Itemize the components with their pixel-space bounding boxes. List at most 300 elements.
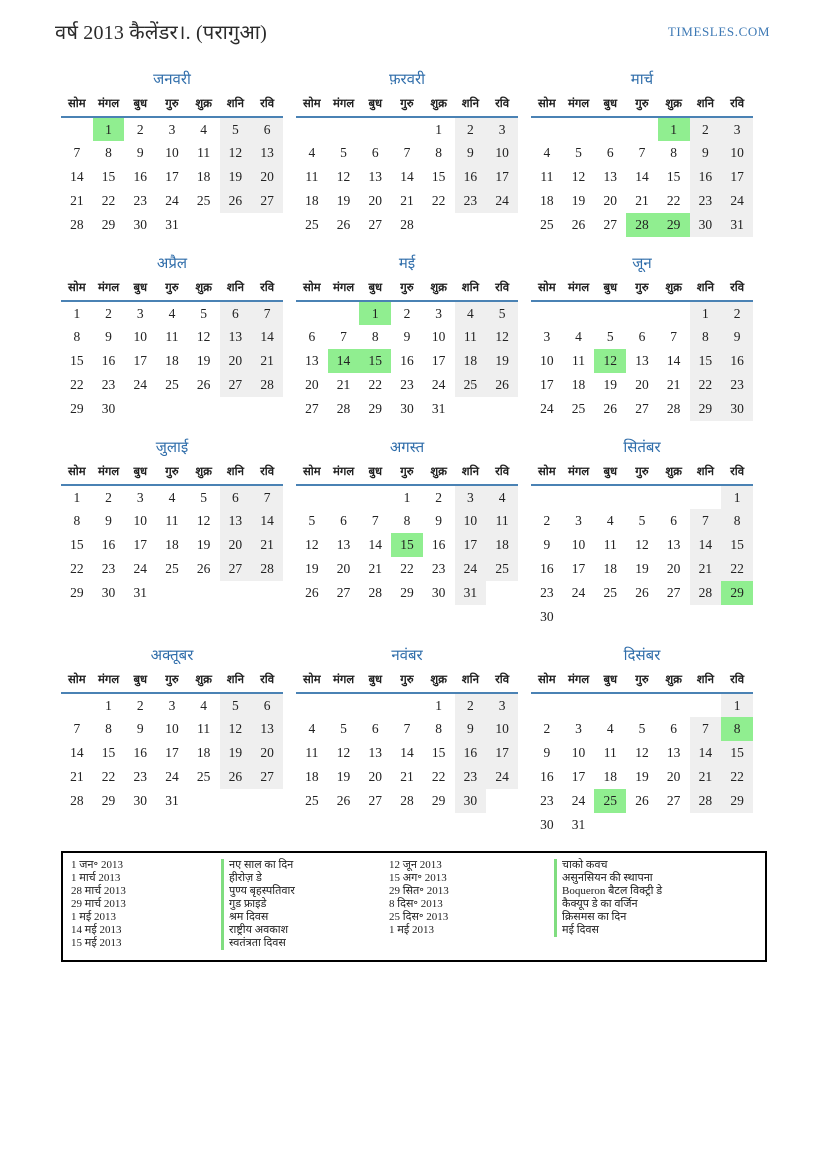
- day-cell: 29: [721, 581, 753, 605]
- day-cell: 16: [133, 745, 147, 760]
- legend-date: 29 सित॰ 2013: [389, 885, 449, 897]
- day-cell: 30: [133, 217, 147, 232]
- day-cell-empty: [721, 813, 753, 837]
- day-cell: 15: [721, 533, 753, 557]
- day-cell: 18: [196, 169, 211, 184]
- day-cell: 6: [371, 721, 379, 736]
- day-cell: 2: [455, 693, 487, 717]
- legend-item: [71, 911, 389, 924]
- weekday-header: मंगल: [328, 280, 360, 301]
- day-cell-empty: [594, 693, 626, 717]
- weekday-header: बुध: [124, 280, 156, 301]
- day-cell: 15: [70, 353, 84, 368]
- day-cell: 31: [455, 581, 487, 605]
- day-cell-empty: [455, 397, 487, 421]
- day-cell: 17: [571, 561, 586, 576]
- day-cell: 9: [721, 325, 753, 349]
- day-cell: 6: [340, 513, 347, 528]
- day-cell-empty: [563, 485, 595, 509]
- day-cell: 26: [635, 585, 649, 600]
- weekday-header: शुक्र: [188, 96, 220, 117]
- weekday-header: सोम: [61, 96, 93, 117]
- day-cell: 10: [133, 513, 147, 528]
- day-cell: 25: [571, 401, 586, 416]
- day-cell: 12: [196, 513, 211, 528]
- day-cell-empty: [188, 397, 220, 421]
- month-table: [296, 672, 518, 813]
- day-cell: 12: [196, 329, 211, 344]
- day-cell: 19: [336, 193, 351, 208]
- day-cell: 19: [220, 165, 252, 189]
- day-cell: 28: [400, 793, 414, 808]
- legend-item: [71, 859, 389, 872]
- day-cell: 14: [690, 741, 722, 765]
- day-cell: 22: [666, 193, 681, 208]
- day-cell: 3: [575, 513, 582, 528]
- day-cell-empty: [61, 117, 93, 141]
- legend-date: 25 दिस॰ 2013: [389, 911, 449, 923]
- day-cell: 23: [133, 193, 147, 208]
- day-cell: 20: [368, 769, 382, 784]
- day-cell: 22: [690, 373, 722, 397]
- weekday-header: गुरु: [626, 96, 658, 117]
- day-cell: 24: [455, 557, 487, 581]
- day-cell: 16: [400, 353, 414, 368]
- day-cell: 5: [308, 513, 316, 528]
- day-cell: 5: [220, 693, 252, 717]
- month-block: [296, 645, 518, 813]
- day-cell: 19: [571, 193, 586, 208]
- day-cell: 29: [690, 397, 722, 421]
- month-block: [531, 645, 753, 837]
- day-cell: 29: [70, 401, 84, 416]
- day-cell: 3: [721, 117, 753, 141]
- day-cell: 4: [200, 697, 208, 713]
- day-cell: 1: [690, 301, 722, 325]
- day-cell: 25: [305, 217, 319, 232]
- day-cell-empty: [626, 117, 658, 141]
- month-table: [531, 96, 753, 237]
- day-cell: 28: [690, 789, 722, 813]
- day-cell: 17: [486, 165, 518, 189]
- day-cell: 12: [220, 141, 252, 165]
- legend-date: 1 मई 2013: [71, 911, 116, 923]
- day-cell-empty: [594, 605, 626, 629]
- day-cell: 18: [305, 193, 319, 208]
- day-cell: 1: [435, 697, 443, 713]
- day-cell: 7: [251, 485, 283, 509]
- day-cell: 29: [431, 793, 446, 808]
- day-cell: 23: [455, 765, 487, 789]
- weekday-header: मंगल: [563, 96, 595, 117]
- weekday-header: सोम: [531, 96, 563, 117]
- day-cell: 15: [101, 745, 116, 760]
- day-cell: 2: [690, 117, 722, 141]
- day-cell: 14: [635, 169, 649, 184]
- weekday-header: सोम: [531, 672, 563, 693]
- month-block: [61, 253, 283, 421]
- day-cell: 1: [403, 489, 411, 505]
- weekday-header: शुक्र: [188, 280, 220, 301]
- day-cell: 5: [340, 145, 347, 160]
- day-cell: 7: [670, 329, 678, 344]
- day-cell: 16: [101, 537, 116, 552]
- day-cell: 10: [133, 329, 147, 344]
- weekday-header: शनि: [455, 96, 487, 117]
- day-cell: 29: [368, 401, 382, 416]
- day-cell: 5: [638, 513, 646, 528]
- weekday-header: गुरु: [626, 464, 658, 485]
- day-cell: 9: [435, 513, 443, 528]
- day-cell: 15: [431, 169, 446, 184]
- weekday-header: गुरु: [156, 280, 188, 301]
- weekday-header: गुरु: [156, 464, 188, 485]
- day-cell: 8: [721, 509, 753, 533]
- day-cell-empty: [658, 693, 690, 717]
- day-cell-empty: [220, 213, 252, 237]
- day-cell: 31: [431, 401, 446, 416]
- month-title: मार्च: [630, 72, 654, 88]
- day-cell-empty: [563, 605, 595, 629]
- day-cell: 16: [540, 561, 554, 576]
- day-cell: 26: [220, 765, 252, 789]
- day-cell: 14: [328, 349, 360, 373]
- day-cell: 3: [168, 121, 176, 137]
- day-cell: 19: [336, 769, 351, 784]
- weekday-header: शनि: [220, 672, 252, 693]
- day-cell: 29: [400, 585, 414, 600]
- day-cell: 4: [575, 329, 582, 344]
- day-cell-empty: [220, 397, 252, 421]
- day-cell: 28: [70, 793, 84, 808]
- day-cell: 22: [101, 769, 116, 784]
- day-cell-empty: [690, 693, 722, 717]
- day-cell-empty: [486, 397, 518, 421]
- weekday-header: शुक्र: [188, 464, 220, 485]
- day-cell: 13: [635, 353, 649, 368]
- weekday-header: सोम: [296, 464, 328, 485]
- day-cell: 9: [455, 717, 487, 741]
- day-cell-empty: [690, 813, 722, 837]
- day-cell: 24: [133, 377, 147, 392]
- day-cell-empty: [156, 581, 188, 605]
- day-cell: 15: [70, 537, 84, 552]
- day-cell: 2: [136, 697, 144, 713]
- day-cell: 20: [220, 533, 252, 557]
- day-cell: 15: [721, 741, 753, 765]
- day-cell: 20: [220, 349, 252, 373]
- legend-date: 8 दिस॰ 2013: [389, 898, 443, 910]
- day-cell: 26: [571, 217, 586, 232]
- day-cell: 11: [305, 745, 319, 760]
- day-cell: 24: [486, 765, 518, 789]
- day-cell: 16: [455, 741, 487, 765]
- weekday-header: शुक्र: [188, 672, 220, 693]
- weekday-header: बुध: [124, 96, 156, 117]
- day-cell: 12: [635, 537, 649, 552]
- day-cell: 27: [368, 793, 382, 808]
- day-cell: 28: [336, 401, 351, 416]
- day-cell: 7: [73, 721, 81, 736]
- legend-group: [389, 859, 757, 950]
- day-cell: 1: [93, 117, 125, 141]
- day-cell: 25: [196, 769, 211, 784]
- day-cell: 8: [105, 145, 112, 160]
- day-cell: 17: [133, 537, 147, 552]
- day-cell: 2: [543, 513, 551, 528]
- day-cell: 1: [721, 693, 753, 717]
- day-cell: 25: [603, 585, 617, 600]
- day-cell: 21: [400, 769, 414, 784]
- day-cell: 22: [431, 193, 446, 208]
- day-cell: 29: [658, 213, 690, 237]
- day-cell: 30: [540, 817, 554, 832]
- legend-holiday-name: असुनसियन की स्थापना: [554, 872, 653, 885]
- day-cell-empty: [690, 485, 722, 509]
- day-cell-empty: [721, 605, 753, 629]
- weekday-header: सोम: [296, 280, 328, 301]
- day-cell-empty: [391, 117, 423, 141]
- legend-item: [389, 885, 757, 898]
- day-cell: 20: [305, 377, 319, 392]
- day-cell: 10: [455, 509, 487, 533]
- day-cell: 22: [101, 193, 116, 208]
- day-cell: 7: [690, 717, 722, 741]
- day-cell: 11: [572, 353, 586, 368]
- day-cell: 17: [486, 741, 518, 765]
- day-cell: 28: [666, 401, 681, 416]
- day-cell-empty: [251, 397, 283, 421]
- day-cell: 18: [455, 349, 487, 373]
- day-cell: 28: [251, 373, 283, 397]
- day-cell: 22: [721, 557, 753, 581]
- legend-holiday-name: गुड फ्राइडे: [221, 898, 266, 911]
- day-cell: 27: [305, 401, 319, 416]
- day-cell: 24: [571, 793, 586, 808]
- day-cell-empty: [563, 117, 595, 141]
- weekday-header: बुध: [594, 280, 626, 301]
- weekday-header: शुक्र: [423, 464, 455, 485]
- day-cell: 22: [431, 769, 446, 784]
- month-table: [61, 464, 283, 605]
- day-cell: 17: [165, 745, 179, 760]
- day-cell: 20: [635, 377, 649, 392]
- weekday-header: शनि: [455, 280, 487, 301]
- weekday-header: मंगल: [328, 96, 360, 117]
- day-cell: 15: [391, 533, 423, 557]
- weekday-header: सोम: [61, 280, 93, 301]
- day-cell: 18: [486, 533, 518, 557]
- day-cell: 7: [73, 145, 81, 160]
- day-cell-empty: [188, 789, 220, 813]
- day-cell: 25: [165, 561, 179, 576]
- day-cell: 7: [371, 513, 379, 528]
- day-cell-empty: [188, 213, 220, 237]
- legend-holiday-name: पुण्य बृहस्पतिवार: [221, 885, 295, 898]
- legend-holiday-name: श्रम दिवस: [221, 911, 268, 924]
- weekday-header: बुध: [359, 280, 391, 301]
- day-cell: 12: [486, 325, 518, 349]
- day-cell: 8: [73, 329, 81, 344]
- day-cell: 22: [721, 765, 753, 789]
- weekday-header: बुध: [359, 672, 391, 693]
- day-cell: 24: [165, 193, 179, 208]
- weekday-header: गुरु: [391, 464, 423, 485]
- site-link[interactable]: TIMESLES.COM: [667, 24, 770, 39]
- month-title: सितंबर: [623, 440, 661, 456]
- day-cell: 30: [400, 401, 414, 416]
- day-cell: 13: [220, 509, 252, 533]
- day-cell: 11: [455, 325, 487, 349]
- weekday-header: सोम: [296, 96, 328, 117]
- day-cell: 6: [251, 693, 283, 717]
- weekday-header: मंगल: [93, 672, 125, 693]
- weekday-header: रवि: [251, 280, 283, 301]
- day-cell: 7: [638, 145, 646, 160]
- weekday-header: शनि: [455, 464, 487, 485]
- day-cell: 25: [594, 789, 626, 813]
- day-cell: 2: [543, 721, 551, 736]
- day-cell-empty: [359, 693, 391, 717]
- day-cell: 27: [220, 557, 252, 581]
- weekday-header: शनि: [690, 672, 722, 693]
- day-cell: 5: [200, 305, 208, 321]
- day-cell: 16: [101, 353, 116, 368]
- day-cell: 21: [635, 193, 649, 208]
- day-cell: 9: [455, 141, 487, 165]
- legend-holiday-name: क्रिसमस का दिन: [554, 911, 626, 924]
- day-cell: 4: [168, 305, 176, 321]
- weekday-header: शुक्र: [423, 672, 455, 693]
- day-cell: 24: [571, 585, 586, 600]
- day-cell: 11: [305, 169, 319, 184]
- day-cell: 11: [486, 509, 518, 533]
- day-cell: 5: [200, 489, 208, 505]
- day-cell: 19: [220, 741, 252, 765]
- day-cell: 19: [196, 537, 211, 552]
- legend-holiday-name: चाको कवच: [554, 859, 607, 872]
- day-cell-empty: [296, 485, 328, 509]
- legend-date: 15 अग॰ 2013: [389, 872, 447, 884]
- day-cell: 21: [336, 377, 351, 392]
- day-cell-empty: [594, 301, 626, 325]
- day-cell: 23: [133, 769, 147, 784]
- weekday-header: शनि: [690, 96, 722, 117]
- day-cell: 17: [431, 353, 446, 368]
- day-cell-empty: [658, 605, 690, 629]
- weekday-header: बुध: [594, 672, 626, 693]
- legend-group: [71, 859, 389, 950]
- weekday-header: रवि: [251, 672, 283, 693]
- day-cell: 20: [666, 561, 681, 576]
- day-cell: 5: [220, 117, 252, 141]
- weekday-header: शनि: [220, 464, 252, 485]
- day-cell: 14: [400, 169, 414, 184]
- day-cell: 31: [165, 217, 179, 232]
- day-cell: 9: [105, 329, 112, 344]
- day-cell: 21: [400, 193, 414, 208]
- legend-item: [389, 859, 757, 872]
- day-cell: 9: [403, 329, 411, 344]
- day-cell: 12: [635, 745, 649, 760]
- day-cell: 3: [486, 117, 518, 141]
- legend-holiday-name: राष्ट्रीय अवकाश: [221, 924, 288, 937]
- weekday-header: मंगल: [563, 280, 595, 301]
- day-cell: 12: [594, 349, 626, 373]
- month-title: मई: [398, 256, 416, 272]
- day-cell: 30: [431, 585, 446, 600]
- day-cell: 26: [603, 401, 617, 416]
- day-cell: 24: [721, 189, 753, 213]
- month-table: [531, 464, 753, 629]
- day-cell: 20: [251, 741, 283, 765]
- day-cell: 28: [70, 217, 84, 232]
- day-cell: 3: [136, 489, 144, 505]
- day-cell: 14: [368, 537, 382, 552]
- legend-item: [389, 924, 757, 937]
- day-cell: 23: [540, 585, 554, 600]
- month-block: [296, 253, 518, 421]
- month-block: [61, 69, 283, 237]
- legend-date: 29 मार्च 2013: [71, 898, 126, 910]
- day-cell: 8: [435, 145, 443, 160]
- day-cell: 3: [168, 697, 176, 713]
- day-cell: 21: [251, 349, 283, 373]
- day-cell: 12: [336, 745, 351, 760]
- day-cell: 8: [403, 513, 411, 528]
- day-cell: 19: [635, 769, 649, 784]
- day-cell: 19: [486, 349, 518, 373]
- day-cell: 26: [336, 217, 351, 232]
- weekday-header: रवि: [721, 280, 753, 301]
- weekday-header: शनि: [220, 280, 252, 301]
- day-cell: 9: [543, 745, 551, 760]
- day-cell: 22: [368, 377, 382, 392]
- day-cell: 1: [435, 121, 443, 137]
- weekday-header: गुरु: [156, 96, 188, 117]
- day-cell: 26: [486, 373, 518, 397]
- day-cell: 27: [220, 373, 252, 397]
- day-cell: 30: [540, 609, 554, 624]
- legend-item: [71, 872, 389, 885]
- day-cell-empty: [251, 581, 283, 605]
- day-cell: 22: [70, 561, 84, 576]
- day-cell: 11: [197, 721, 211, 736]
- day-cell: 4: [200, 121, 208, 137]
- day-cell: 5: [340, 721, 347, 736]
- day-cell: 12: [336, 169, 351, 184]
- day-cell: 8: [670, 145, 678, 160]
- weekday-header: रवि: [486, 96, 518, 117]
- day-cell-empty: [486, 213, 518, 237]
- legend-date: 1 मई 2013: [389, 924, 434, 936]
- month-title: जून: [632, 256, 652, 272]
- legend-date: 15 मई 2013: [71, 937, 122, 949]
- day-cell-empty: [61, 693, 93, 717]
- day-cell: 28: [690, 581, 722, 605]
- day-cell: 14: [251, 325, 283, 349]
- day-cell: 24: [133, 561, 147, 576]
- day-cell: 8: [721, 717, 753, 741]
- day-cell: 1: [73, 489, 81, 505]
- weekday-header: शुक्र: [658, 280, 690, 301]
- legend-holiday-name: Boqueron बैटल विक्ट्री डे: [554, 885, 662, 898]
- weekday-header: सोम: [531, 464, 563, 485]
- weekday-header: सोम: [61, 464, 93, 485]
- day-cell: 14: [251, 509, 283, 533]
- weekday-header: रवि: [486, 464, 518, 485]
- weekday-header: शुक्र: [658, 96, 690, 117]
